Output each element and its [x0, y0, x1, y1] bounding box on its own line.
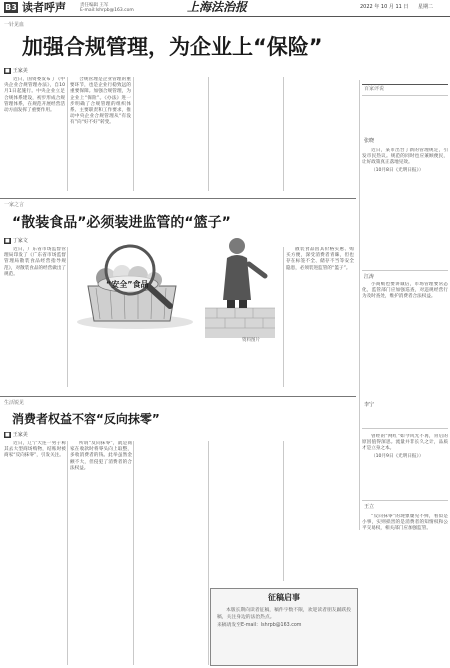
article2-author: 丁家文 — [12, 238, 28, 244]
person-figure-drawing — [205, 228, 275, 338]
call-for-submissions-box — [210, 588, 358, 666]
article2-col-right — [286, 247, 354, 387]
sidebar-item-3-source: （10月9日《光明日报》） — [371, 453, 424, 459]
sidebar-item-4 — [362, 514, 448, 554]
sidebar-item-3-author: 李宁 — [364, 402, 375, 408]
byline-marker: ■ — [5, 238, 10, 244]
illustration-label: “安全”食品 — [106, 280, 149, 289]
article3-kicker: 生活锐见 — [4, 400, 25, 406]
sidebar-item-1-body: 近日，某市出台了新的管理规定，引发市民热议。规范的同时也应兼顾便民，让好政策真正落地见效。 — [362, 148, 448, 166]
byline-marker: ■ — [5, 432, 10, 438]
article2-row-2-col-2 — [145, 346, 205, 388]
sidebar-divider — [359, 80, 360, 530]
article1-byline — [4, 68, 28, 75]
article3-body: 所谓“反向抹零”，就是商家在收款时将零头向上取整，多收消费者的钱。此举虽然金额不大，但侵犯了消费者的合法权益。 — [70, 441, 132, 471]
sidebar — [362, 84, 448, 554]
article3-col-1 — [4, 441, 66, 665]
sidebar-item-3 — [362, 434, 448, 496]
article1-author: 王家美 — [12, 68, 28, 74]
masthead — [0, 0, 450, 16]
byline-marker: ■ — [5, 68, 10, 74]
newspaper-logo: 上海法治报 — [187, 0, 248, 14]
sidebar-item-1-author: 张晓 — [364, 138, 375, 144]
sidebar-item-1 — [362, 148, 448, 266]
article1-headline: 加强合规管理，为企业上“保险” — [22, 35, 323, 59]
contact-line: E-mail:lshrpb@163.com — [80, 8, 134, 13]
article3-col-2 — [70, 441, 132, 665]
issue-date: 2022 年 10 月 11 日 — [360, 4, 409, 10]
article1-body: 合规管理是企业管理的重要环节，也是企业行稳致远的重要保障。加强合规管理，为企业上“保险”。《办法》进一步明确了合规管理的组织体系、主要职责和工作要求，推动中央企业合规管理从“有没有”向“好不好”转变。 — [70, 77, 131, 126]
article1-col-5 — [286, 77, 354, 192]
notice-title: 征稿启事 — [268, 593, 300, 602]
sidebar-item-4-body: “反向抹零”的现象屡见不鲜，看似是小事，实则损害的是消费者的知情权和公平交易权，相关部门应加强监管。 — [362, 514, 448, 532]
editor-line: 责任编辑 王军 — [80, 3, 109, 8]
article1-kicker: 一针见血 — [4, 22, 25, 28]
issue-weekday: 星期二 — [418, 4, 434, 10]
article2-byline — [4, 238, 28, 245]
section-rule-2 — [0, 396, 356, 397]
sidebar-item-2-body: 小商贩也要讲诚信，市场管理要常态化，监管部门应加强巡查，对违规经营行为及时查处，维护消费者合法权益。 — [362, 282, 448, 300]
article1-col-1 — [4, 77, 65, 192]
sidebar-title: 百家评说 — [364, 86, 385, 92]
notice-email: 来稿请发至E-mail：lshrpb@163.com — [217, 623, 302, 628]
article2-col-1 — [4, 247, 66, 387]
article2-kicker: 一家之言 — [4, 202, 25, 208]
sidebar-item-3-body: 曾经的“网红”如今风光不再，背后的原因值得深思。流量并非长久之计，品质才是立身之本。 — [362, 434, 448, 452]
article3-author: 王家美 — [12, 432, 28, 438]
sidebar-item-4-author: 王立 — [364, 504, 375, 510]
food-safety-illustration — [70, 226, 200, 334]
sidebar-item-2 — [362, 282, 448, 422]
section-rule-1 — [0, 198, 356, 199]
article2-lead: 近日，广东省市场监督管理局印发了《广东省市场监督管理局散装食品经营指导规范》，对散装食品的经营做出了规范。 — [4, 247, 66, 277]
article1-col-4 — [211, 77, 281, 192]
notice-body — [217, 607, 351, 661]
article3-byline — [4, 432, 28, 439]
article2-body: 散装食品因其价格实惠、购买方便，深受消费者青睐，但也存在标签不全、储存不当等安全隐患，必须装进监管的“篮子”。 — [286, 247, 354, 271]
sidebar-lower-col — [362, 558, 448, 664]
page-code-badge: B3 — [5, 3, 17, 12]
article1-lead: 近日，国资委发布了《中央企业合规管理办法》，自10月1日起施行。中央企业立足合规体系建设，初步形成合规管理体系，在规范开展经营活动方面发挥了重要作用。 — [4, 77, 65, 114]
article2-row-2-col-1 — [70, 346, 140, 388]
article1-col-2 — [70, 77, 131, 192]
article2-row-2-col-3 — [210, 346, 280, 388]
article3-col-5 — [286, 441, 354, 581]
article3-col-3 — [136, 441, 206, 665]
sidebar-item-1-source: （10月8日《光明日报》） — [371, 167, 424, 173]
sidebar-item-2-author: 江涛 — [364, 274, 375, 280]
notice-text: 本版长期向读者征稿，稿件字数不限，欢迎读者朋友踊跃投稿，关注身边的法治热点。 — [217, 608, 351, 620]
article3-lead: 近日，辽宁大连一男子称其去大型商场购物，结账时被商家“反向抹零”，引发关注。 — [4, 441, 66, 459]
sidebar-title-bar — [362, 84, 448, 96]
image-credit: 资料图片 — [242, 338, 260, 343]
section-title: 读者呼声 — [22, 1, 66, 14]
masthead-rule — [0, 16, 450, 17]
figure-illustration — [205, 228, 275, 338]
article1-col-3 — [136, 77, 206, 192]
article2-headline: “散装食品”必须装进监管的“篮子” — [12, 215, 231, 231]
article3-headline: 消费者权益不容“反向抹零” — [12, 412, 160, 426]
